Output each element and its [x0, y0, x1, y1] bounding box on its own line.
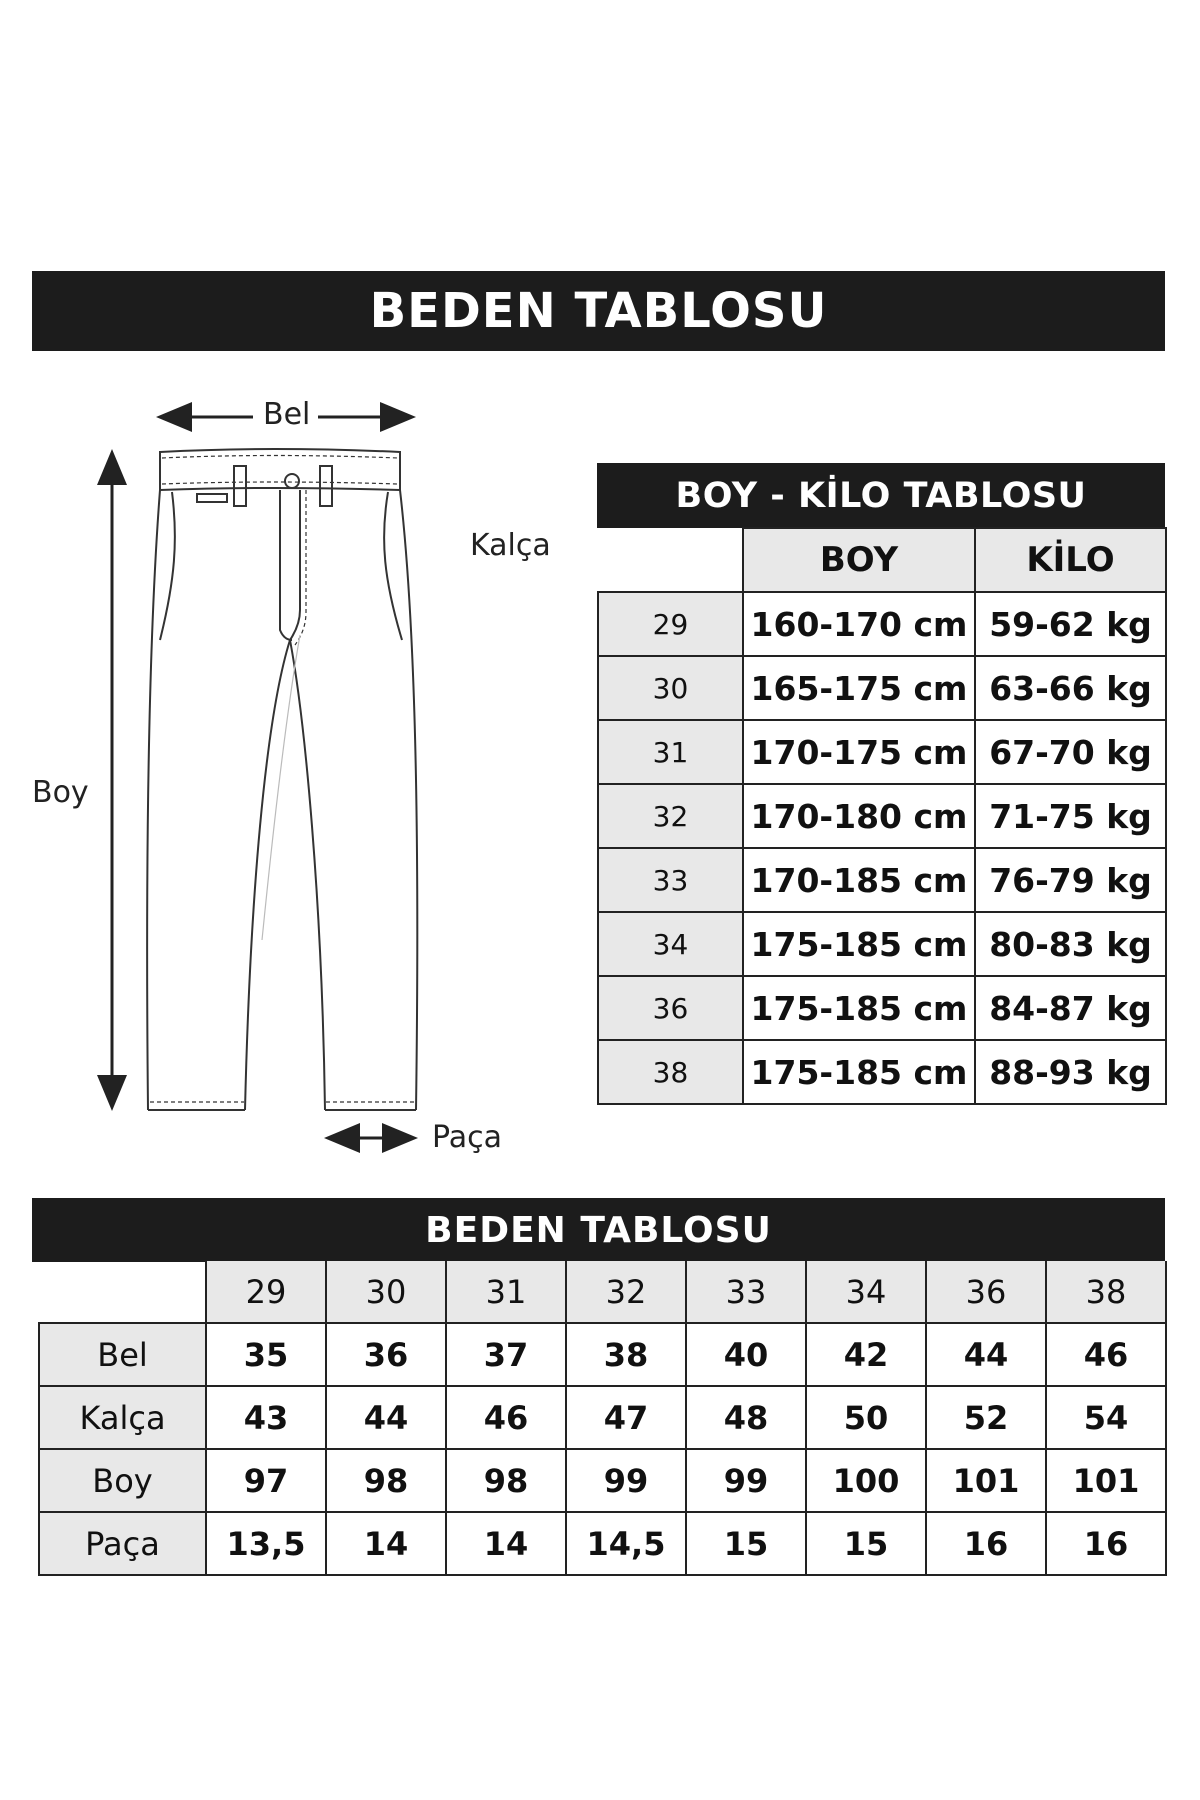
- size-cell: 31: [598, 720, 743, 784]
- value-cell: 37: [446, 1323, 566, 1386]
- value-cell: 14,5: [566, 1512, 686, 1575]
- value-cell: 52: [926, 1386, 1046, 1449]
- boy-cell: 175-185 cm: [743, 1040, 975, 1104]
- size-cell: 38: [598, 1040, 743, 1104]
- value-cell: 99: [566, 1449, 686, 1512]
- boy-kilo-header-row: [598, 528, 1166, 592]
- value-cell: 101: [1046, 1449, 1166, 1512]
- table-row: [39, 1323, 1166, 1386]
- kilo-cell: 76-79 kg: [975, 848, 1166, 912]
- label-waist: Bel: [263, 397, 311, 432]
- header-kilo: KİLO: [975, 528, 1166, 592]
- size-cell: 32: [598, 784, 743, 848]
- label-length: Boy: [32, 775, 89, 810]
- size-header-cell: 33: [686, 1261, 806, 1323]
- boy-cell: 170-185 cm: [743, 848, 975, 912]
- header-blank-cell: [598, 528, 743, 592]
- boy-cell: 165-175 cm: [743, 656, 975, 720]
- boy-cell: 170-180 cm: [743, 784, 975, 848]
- value-cell: 15: [806, 1512, 926, 1575]
- size-table: [38, 1261, 1167, 1576]
- kilo-cell: 67-70 kg: [975, 720, 1166, 784]
- value-cell: 97: [206, 1449, 326, 1512]
- measure-label: Bel: [39, 1323, 206, 1386]
- size-header-cell: 29: [206, 1261, 326, 1323]
- table-row: [598, 720, 1166, 784]
- kilo-cell: 84-87 kg: [975, 976, 1166, 1040]
- value-cell: 47: [566, 1386, 686, 1449]
- table-row: [598, 784, 1166, 848]
- value-cell: 98: [326, 1449, 446, 1512]
- value-cell: 100: [806, 1449, 926, 1512]
- value-cell: 46: [1046, 1323, 1166, 1386]
- kilo-cell: 59-62 kg: [975, 592, 1166, 656]
- main-title: BEDEN TABLOSU: [369, 283, 828, 339]
- pants-diagram: [0, 0, 560, 1180]
- pants-outline: [147, 449, 417, 1110]
- boy-kilo-title: BOY - KİLO TABLOSU: [675, 475, 1087, 516]
- boy-kilo-title-banner: [597, 463, 1165, 528]
- size-cell: 29: [598, 592, 743, 656]
- value-cell: 43: [206, 1386, 326, 1449]
- value-cell: 42: [806, 1323, 926, 1386]
- value-cell: 46: [446, 1386, 566, 1449]
- label-hem: Paça: [432, 1120, 503, 1155]
- value-cell: 44: [926, 1323, 1046, 1386]
- value-cell: 35: [206, 1323, 326, 1386]
- table-row: [598, 592, 1166, 656]
- value-cell: 44: [326, 1386, 446, 1449]
- value-cell: 101: [926, 1449, 1046, 1512]
- size-cell: 33: [598, 848, 743, 912]
- size-table-title-banner: [32, 1198, 1165, 1262]
- boy-cell: 160-170 cm: [743, 592, 975, 656]
- boy-cell: 175-185 cm: [743, 912, 975, 976]
- size-cell: 34: [598, 912, 743, 976]
- size-header-cell: 30: [326, 1261, 446, 1323]
- header-blank-cell: [39, 1261, 206, 1323]
- value-cell: 38: [566, 1323, 686, 1386]
- value-cell: 54: [1046, 1386, 1166, 1449]
- size-header-cell: 34: [806, 1261, 926, 1323]
- size-header-cell: 38: [1046, 1261, 1166, 1323]
- value-cell: 48: [686, 1386, 806, 1449]
- value-cell: 16: [926, 1512, 1046, 1575]
- size-cell: 30: [598, 656, 743, 720]
- boy-cell: 175-185 cm: [743, 976, 975, 1040]
- table-row: [598, 656, 1166, 720]
- size-cell: 36: [598, 976, 743, 1040]
- size-header-row: [39, 1261, 1166, 1323]
- value-cell: 40: [686, 1323, 806, 1386]
- value-cell: 50: [806, 1386, 926, 1449]
- kilo-cell: 80-83 kg: [975, 912, 1166, 976]
- size-header-cell: 36: [926, 1261, 1046, 1323]
- kilo-cell: 63-66 kg: [975, 656, 1166, 720]
- table-row: [598, 848, 1166, 912]
- table-row: [598, 1040, 1166, 1104]
- value-cell: 13,5: [206, 1512, 326, 1575]
- size-header-cell: 31: [446, 1261, 566, 1323]
- table-row: [39, 1449, 1166, 1512]
- boy-kilo-table: [597, 527, 1167, 1105]
- boy-cell: 170-175 cm: [743, 720, 975, 784]
- value-cell: 15: [686, 1512, 806, 1575]
- value-cell: 98: [446, 1449, 566, 1512]
- value-cell: 14: [446, 1512, 566, 1575]
- table-row: [39, 1512, 1166, 1575]
- header-boy: BOY: [743, 528, 975, 592]
- measure-label: Paça: [39, 1512, 206, 1575]
- value-cell: 36: [326, 1323, 446, 1386]
- value-cell: 16: [1046, 1512, 1166, 1575]
- label-hip: Kalça: [470, 528, 551, 563]
- value-cell: 99: [686, 1449, 806, 1512]
- kilo-cell: 88-93 kg: [975, 1040, 1166, 1104]
- size-table-title: BEDEN TABLOSU: [425, 1209, 772, 1251]
- size-header-cell: 32: [566, 1261, 686, 1323]
- table-row: [598, 976, 1166, 1040]
- value-cell: 14: [326, 1512, 446, 1575]
- measure-label: Boy: [39, 1449, 206, 1512]
- table-row: [39, 1386, 1166, 1449]
- table-row: [598, 912, 1166, 976]
- measure-label: Kalça: [39, 1386, 206, 1449]
- kilo-cell: 71-75 kg: [975, 784, 1166, 848]
